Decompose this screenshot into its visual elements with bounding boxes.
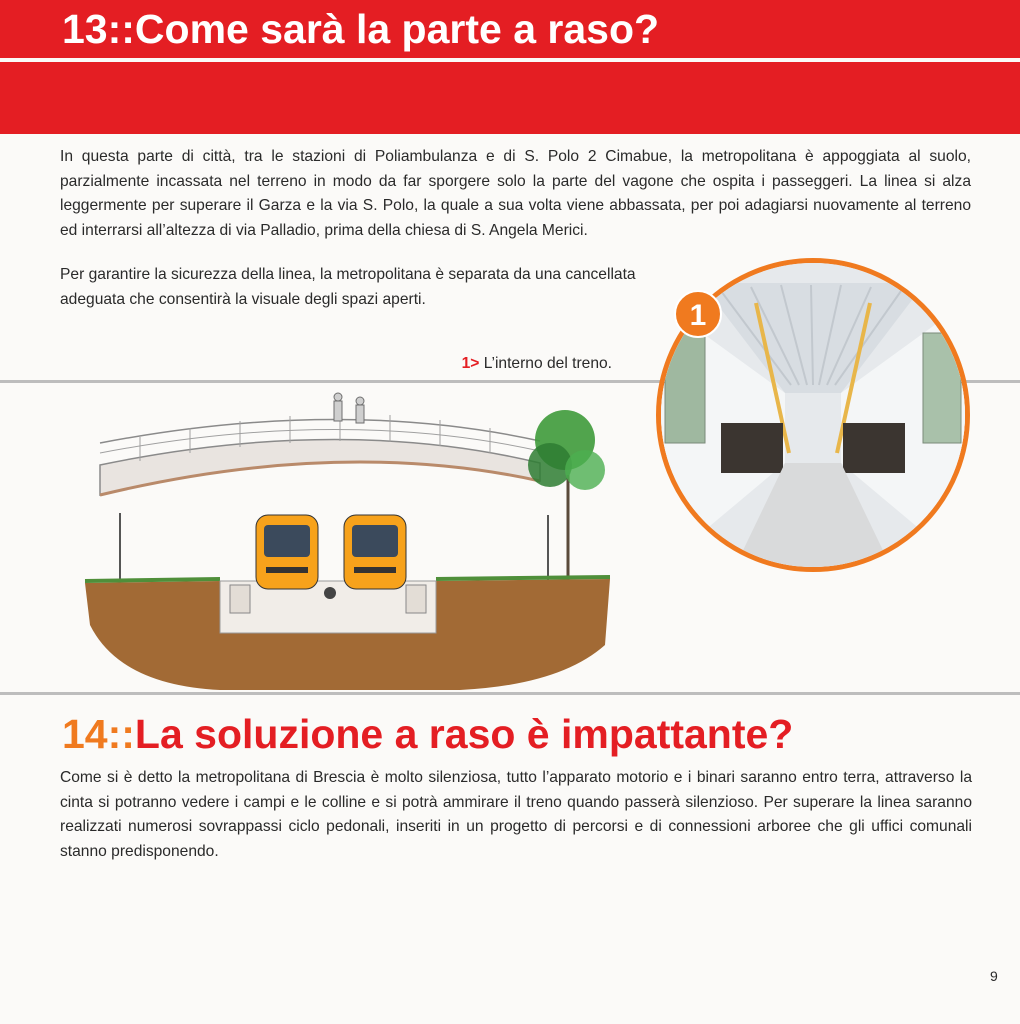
bridge-deck: [100, 439, 540, 495]
pedestrians: [334, 393, 364, 423]
section-13-heading: [62, 2, 659, 56]
photo-badge: 1: [674, 290, 722, 338]
section-14-heading: [62, 706, 793, 762]
header-divider: [0, 58, 1020, 62]
page-number: 9: [990, 968, 998, 984]
tree: [528, 410, 605, 585]
section-14-title: La soluzione a raso è impattante?: [134, 711, 794, 757]
section-13-number: 13::: [62, 6, 135, 52]
train-left: [256, 515, 318, 589]
section-13-title: Come sarà la parte a raso?: [134, 6, 660, 52]
section-14-paragraph: Come si è detto la metropolitana di Brescia è molto silenziosa, tutto l’apparato motorio e i binari saranno entro terra, attraverso la cinta si potranno vedere i campi e le colline e si potrà ammirare il treno quando passerà silenzioso. Per superare la linea saranno realizzati numerosi sovrappassi ciclo pedonali, inseriti in un progetto di percorsi e di connessioni arboree che gli uffici comunali stanno predisponendo.: [60, 769, 972, 860]
trench-wall-right: [406, 585, 426, 613]
photo-caption: [462, 353, 612, 375]
photo-caption-text: L’interno del treno.: [479, 355, 612, 372]
at-grade-section-illustration: [80, 385, 620, 695]
section-13-paragraph-2: Per garantire la sicurezza della linea, la metropolitana è separata da una cancellata adeguata che consentirà la visuale degli spazi aperti.: [60, 266, 636, 308]
train-right: [344, 515, 406, 589]
trench-wall-left: [230, 585, 250, 613]
photo-caption-number: 1>: [461, 355, 480, 372]
central-device: [324, 587, 336, 599]
section-14-number: 14::: [62, 711, 135, 757]
section-13-paragraph-1: In questa parte di città, tra le stazioni di Poliambulanza e di S. Polo 2 Cimabue, la metropolitana è appoggiata al suolo, parzialmente incassata nel terreno in modo da far sporgere solo la parte del vagone che ospita i passeggeri. La linea si alza leggermente per superare il Garza e la via S. Polo, la quale a sua volta viene abbassata, per poi adagiarsi nuovamente al terreno ed interrarsi all’altezza di via Palladio, prima della chiesa di S. Angela Merici.: [60, 148, 971, 239]
